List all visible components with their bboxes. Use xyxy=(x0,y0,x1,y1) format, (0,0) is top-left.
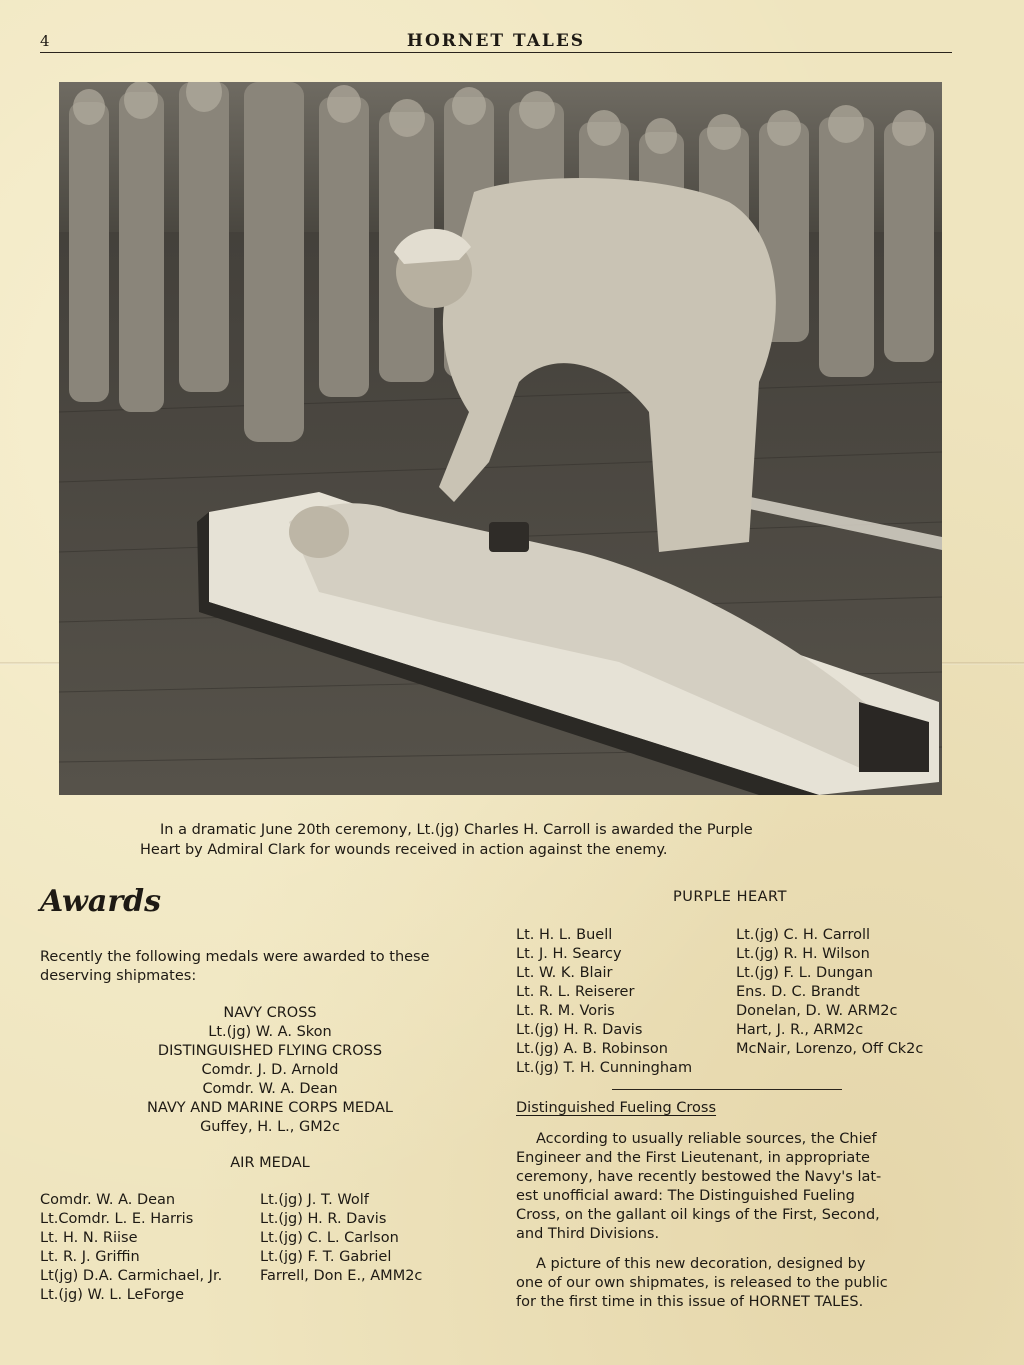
navy-marine-medal-heading: NAVY AND MARINE CORPS MEDAL xyxy=(147,1100,393,1116)
recipient-name: Lt.(jg) C. H. Carroll xyxy=(736,927,871,943)
medal-recipient: Lt.(jg) W. A. Skon xyxy=(208,1024,332,1040)
paragraph-line: one of our own shipmates, is released to the public xyxy=(516,1275,888,1291)
medal-listing xyxy=(60,1004,480,1137)
recipient-name: McNair, Lorenzo, Off Ck2c xyxy=(736,1041,924,1057)
list-item xyxy=(516,1059,956,1078)
recipient-name: Donelan, D. W. ARM2c xyxy=(736,1003,898,1019)
caption-line-2: Heart by Admiral Clark for wounds received in action against the enemy. xyxy=(140,842,668,858)
awards-heading: Awards xyxy=(40,884,161,919)
intro-line-2: deserving shipmates: xyxy=(40,968,197,984)
list-item xyxy=(516,926,956,945)
intro-line-1: Recently the following medals were awarded to these xyxy=(40,949,430,965)
ceremony-photo xyxy=(59,82,942,795)
list-item xyxy=(40,1210,510,1229)
list-item xyxy=(516,964,956,983)
paragraph-line: A picture of this new decoration, designed by xyxy=(536,1256,866,1272)
recipient-name: Lt. H. L. Buell xyxy=(516,927,613,943)
recipient-name: Lt. R. J. Griffin xyxy=(40,1249,140,1265)
dfc-heading: DISTINGUISHED FLYING CROSS xyxy=(157,1043,383,1059)
paragraph-line: Cross, on the gallant oil kings of the First, Second, xyxy=(516,1207,880,1223)
recipient-name: Lt. R. L. Reiserer xyxy=(516,984,635,1000)
recipient-name: Lt(jg) D.A. Carmichael, Jr. xyxy=(40,1268,223,1284)
recipient-name: Lt.Comdr. L. E. Harris xyxy=(40,1211,194,1227)
publication-title: HORNET TALES xyxy=(406,31,586,51)
recipient-name: Farrell, Don E., AMM2c xyxy=(260,1268,423,1284)
recipient-name: Lt. R. M. Voris xyxy=(516,1003,615,1019)
awards-intro xyxy=(40,948,490,986)
medal-recipient: Comdr. W. A. Dean xyxy=(202,1081,338,1097)
air-medal-heading: AIR MEDAL xyxy=(230,1155,310,1171)
fueling-cross-heading: Distinguished Fueling Cross xyxy=(516,1100,717,1116)
list-item xyxy=(516,945,956,964)
recipient-name: Lt.(jg) F. L. Dungan xyxy=(736,965,873,981)
recipient-name: Lt.(jg) J. T. Wolf xyxy=(260,1192,369,1208)
paragraph-line: ceremony, have recently bestowed the Navy's lat- xyxy=(516,1169,882,1185)
list-item xyxy=(40,1286,510,1305)
fueling-cross-paragraph-1 xyxy=(516,1130,946,1244)
recipient-name: Lt.(jg) F. T. Gabriel xyxy=(260,1249,392,1265)
list-item xyxy=(40,1267,510,1286)
recipient-name: Lt. H. N. Riise xyxy=(40,1230,138,1246)
photo-caption xyxy=(140,820,880,860)
list-item xyxy=(40,1191,510,1210)
section-divider xyxy=(612,1089,842,1090)
recipient-name: Ens. D. C. Brandt xyxy=(736,984,860,1000)
page-header xyxy=(40,30,952,53)
list-item xyxy=(516,983,956,1002)
recipient-name: Comdr. W. A. Dean xyxy=(40,1192,176,1208)
page-number: 4 xyxy=(40,32,50,50)
medal-recipient: Guffey, H. L., GM2c xyxy=(200,1119,340,1135)
purple-heart-heading: PURPLE HEART xyxy=(673,889,787,905)
recipient-name: Lt.(jg) W. L. LeForge xyxy=(40,1287,184,1303)
recipient-name: Lt. W. K. Blair xyxy=(516,965,613,981)
caption-line-1: In a dramatic June 20th ceremony, Lt.(jg) Charles H. Carroll is awarded the Purple xyxy=(160,822,753,838)
recipient-name: Lt.(jg) H. R. Davis xyxy=(260,1211,387,1227)
paragraph-line: est unofficial award: The Distinguished Fueling xyxy=(516,1188,855,1204)
paragraph-line: and Third Divisions. xyxy=(516,1226,660,1242)
recipient-name: Lt.(jg) A. B. Robinson xyxy=(516,1041,668,1057)
air-medal-list xyxy=(40,1191,510,1305)
purple-heart-list xyxy=(516,926,956,1078)
ceremony-photo-icon xyxy=(59,82,942,795)
recipient-name: Lt.(jg) R. H. Wilson xyxy=(736,946,870,962)
navy-cross-heading: NAVY CROSS xyxy=(223,1005,317,1021)
recipient-name: Lt. J. H. Searcy xyxy=(516,946,622,962)
paragraph-line: Engineer and the First Lieutenant, in appropriate xyxy=(516,1150,870,1166)
recipient-name: Lt.(jg) H. R. Davis xyxy=(516,1022,643,1038)
list-item xyxy=(516,1002,956,1021)
recipient-name: Lt.(jg) T. H. Cunningham xyxy=(516,1060,693,1076)
list-item xyxy=(40,1229,510,1248)
paragraph-line: for the first time in this issue of HORNET TALES. xyxy=(516,1294,864,1310)
paragraph-line: According to usually reliable sources, the Chief xyxy=(536,1131,877,1147)
recipient-name: Hart, J. R., ARM2c xyxy=(736,1022,864,1038)
list-item xyxy=(516,1021,956,1040)
medal-recipient: Comdr. J. D. Arnold xyxy=(201,1062,339,1078)
list-item xyxy=(40,1248,510,1267)
list-item xyxy=(516,1040,956,1059)
fueling-cross-paragraph-2 xyxy=(516,1255,946,1312)
recipient-name: Lt.(jg) C. L. Carlson xyxy=(260,1230,399,1246)
